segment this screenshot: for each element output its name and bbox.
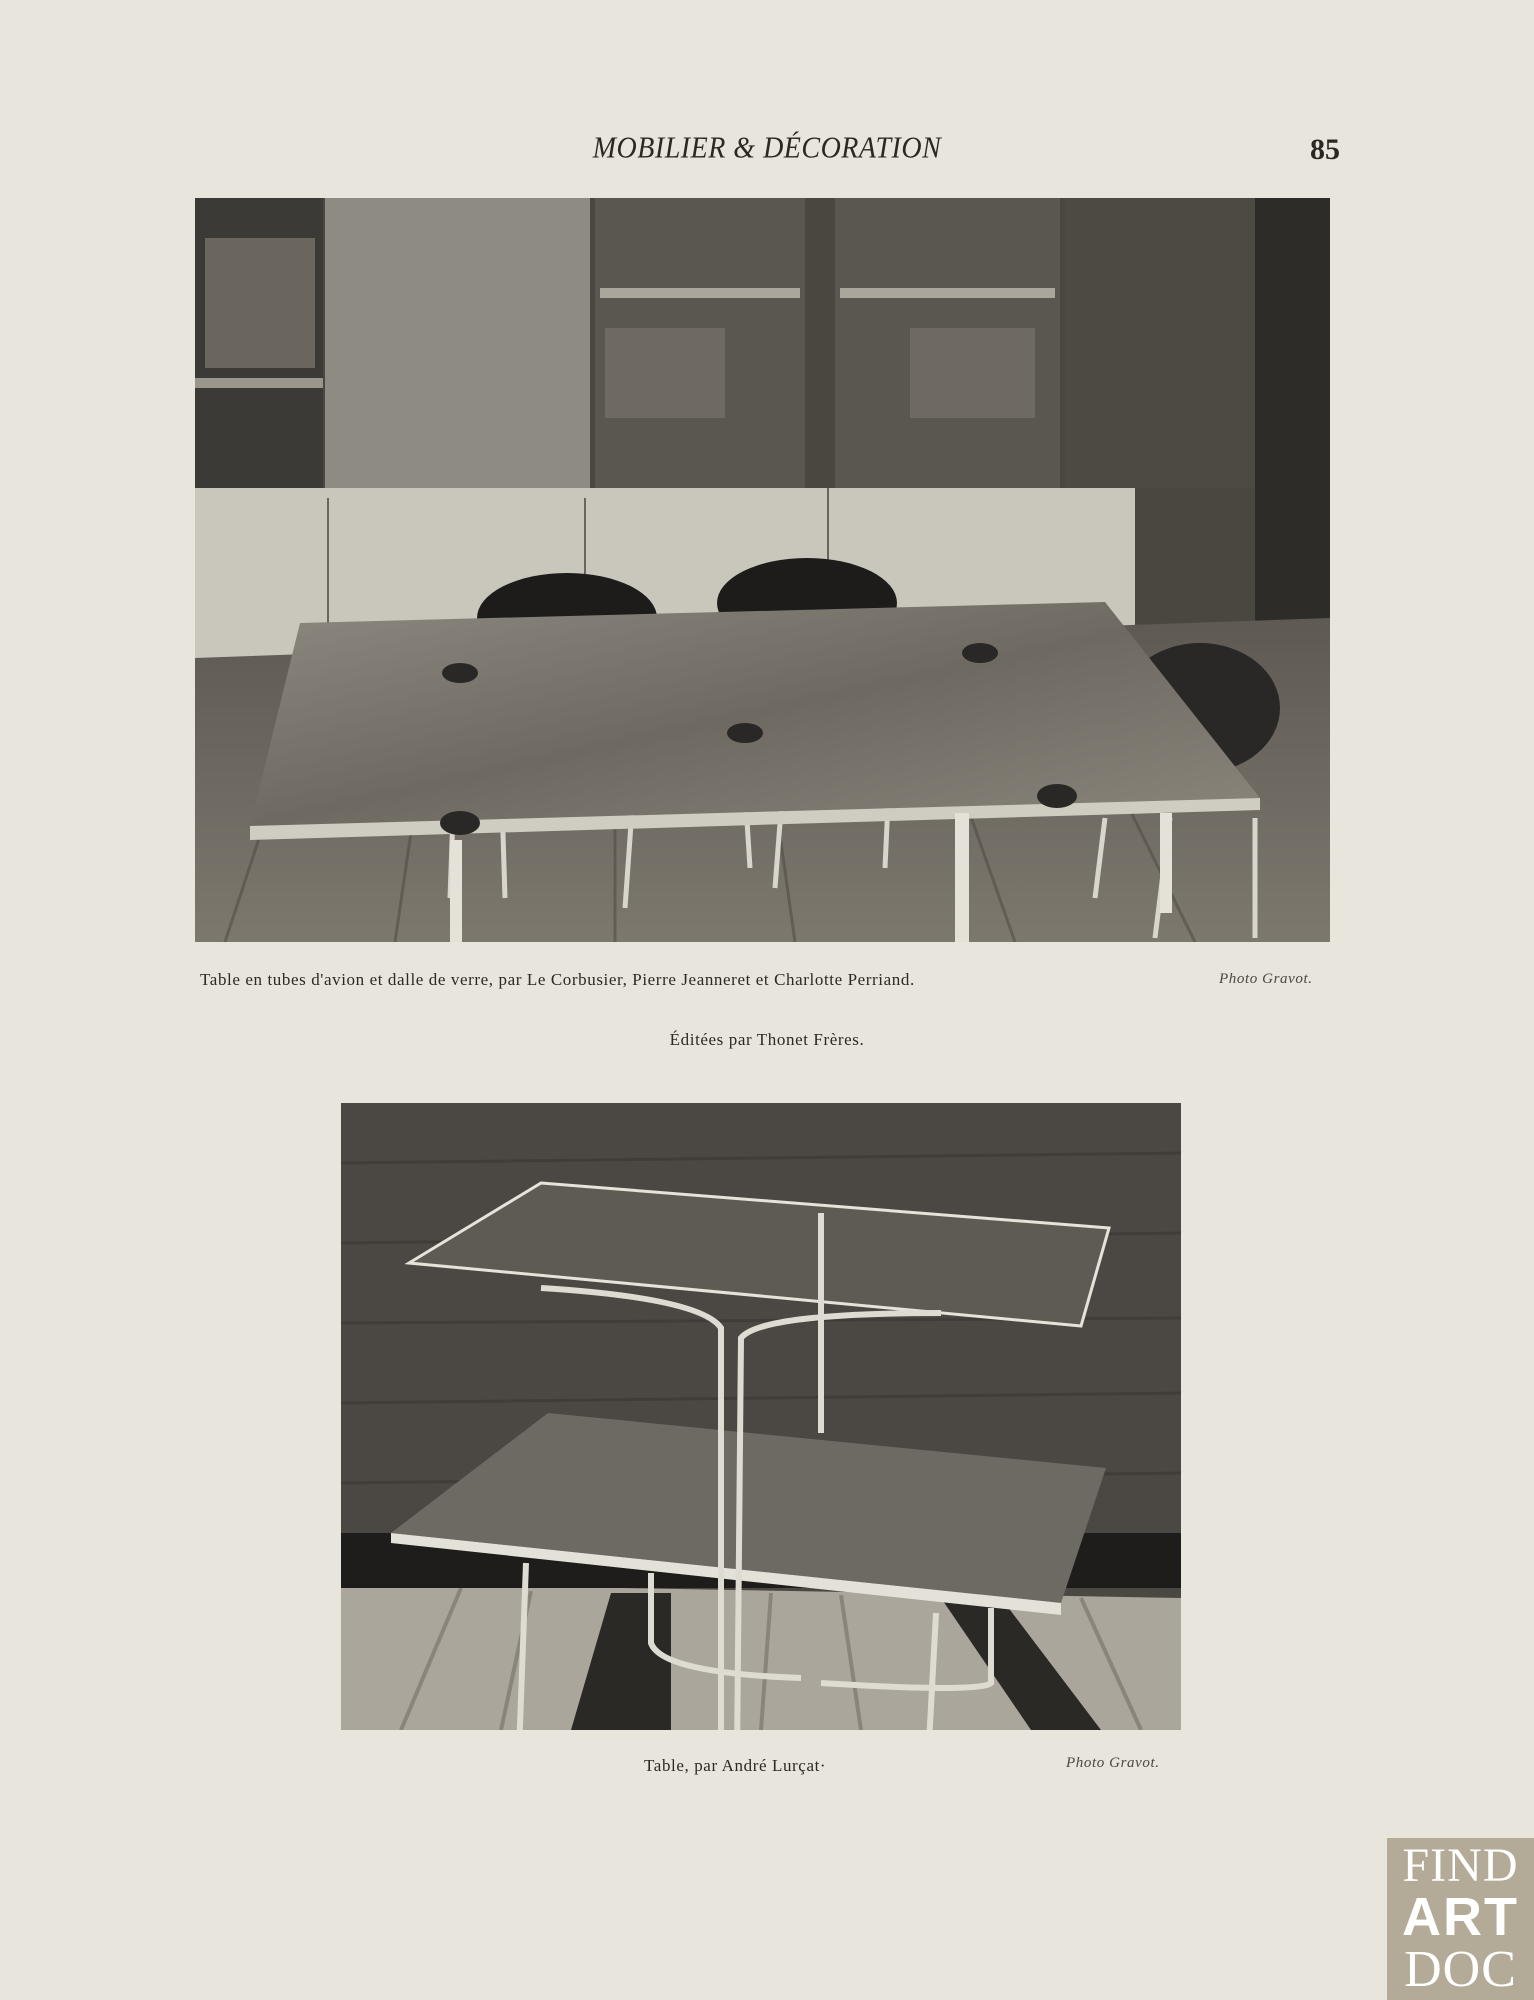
photo-lurcat-table-image [341,1103,1181,1730]
watermark-line-art: ART [1402,1887,1519,1947]
running-title: MOBILIER & DÉCORATION [592,131,942,166]
page-number: 85 [1310,133,1340,166]
watermark-line-doc: DOC [1404,1941,1517,1998]
photo-corbusier-table [195,198,1330,942]
figure-2-credit: Photo Gravot. [1066,1755,1160,1771]
photo-corbusier-table-image [195,198,1330,942]
figure-2-caption: Table, par André Lurçat· [644,1756,827,1775]
figure-1-publisher-note: Éditées par Thonet Frères. [669,1030,865,1049]
photo-lurcat-table [341,1103,1181,1730]
watermark-line-find: FIND [1402,1839,1519,1892]
findartdoc-watermark-logo [1387,1838,1534,2000]
figure-1-caption: Table en tubes d'avion et dalle de verre, par Le Corbusier, Pierre Jeanneret et Charlotte Perriand. [200,970,915,989]
figure-1-credit: Photo Gravot. [1219,971,1313,987]
